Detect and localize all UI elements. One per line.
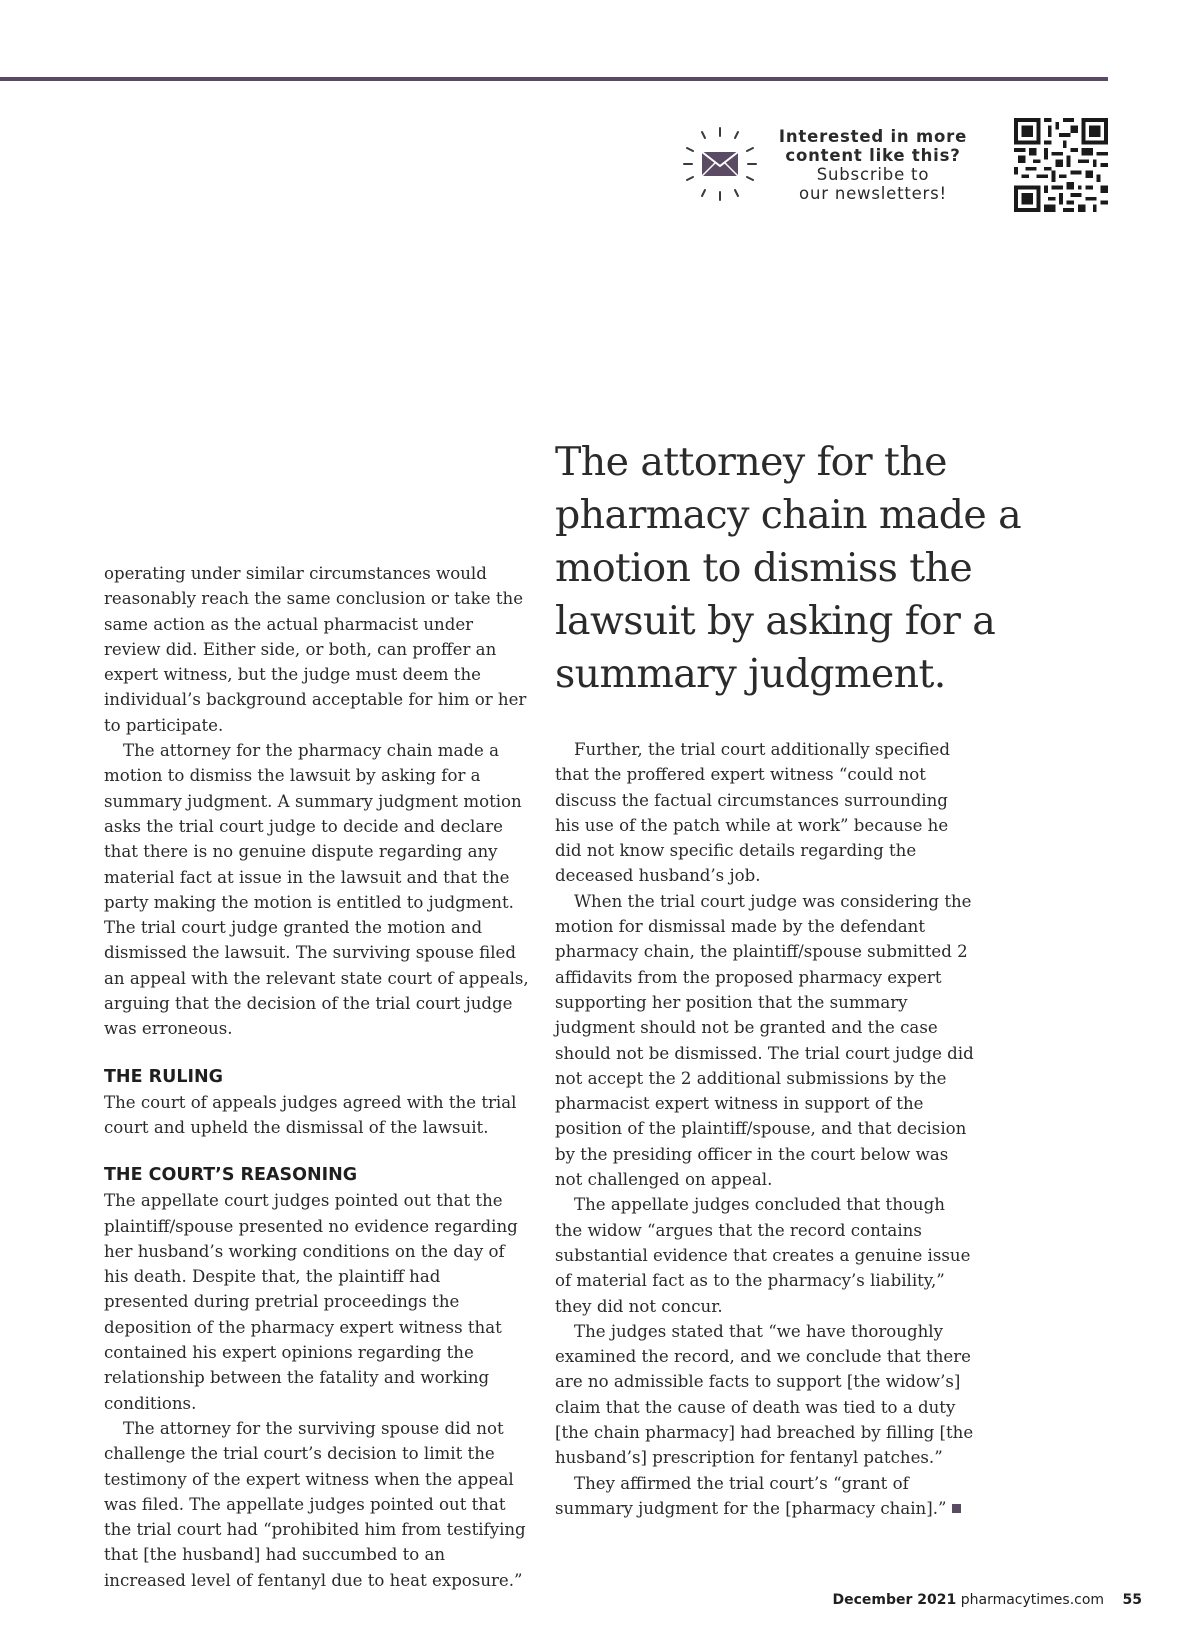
qr-code-icon[interactable] xyxy=(1014,118,1108,212)
section-heading-reasoning: THE COURT’S REASONING xyxy=(104,1165,358,1186)
paragraph: When the trial court judge was considering the motion for dismissal made by the defendant pharmacy chain, the plaintiff/spouse submitted 2 affidavits from the proposed pharmacy expert supporting her position that the summary judgment should not be granted and the case should not be dismissed. The trial court judge did not accept the 2 additional submissions by the pharmacist expert witness in support of the position of the plaintiff/spouse, and that decision by the presiding officer in the court below was not challenged on appeal. xyxy=(555,891,974,1190)
promo-line-4: our newsletters! xyxy=(799,184,947,203)
left-column xyxy=(104,561,530,1593)
paragraph-text: They affirmed the trial court’s “grant of summary judgment for the [pharmacy chain].” xyxy=(555,1473,947,1518)
paragraph: The attorney for the surviving spouse did not challenge the trial court’s decision to limit the testimony of the expert witness when the appeal was filed. The appellate judges pointed out that the trial court had “prohibited him from testifying that [the husband] had succumbed to an increased level of fentanyl due to heat exposure.” xyxy=(104,1418,526,1590)
paragraph: The judges stated that “we have thoroughly examined the record, and we conclude that there are no admissible facts to support [the widow’s] claim that the cause of death was tied to a duty [the chain pharmacy] had breached by filling [the husband’s] prescription for fentanyl patches.” xyxy=(555,1321,974,1468)
issue-date: December 2021 xyxy=(832,1592,957,1608)
promo-line-2: content like this? xyxy=(785,146,961,165)
paragraph: operating under similar circumstances would reasonably reach the same conclusion or take the same action as the actual pharmacist under review did. Either side, or both, can proffer an expert witness, but the judge must deem the individual’s background acceptable for him or her to participate. xyxy=(104,564,527,735)
newsletter-promo[interactable] xyxy=(678,118,1118,218)
last-paragraph xyxy=(555,1471,975,1522)
paragraph: Further, the trial court additionally specified that the proffered expert witness “could not discuss the factual circumstances surrounding his use of the patch while at work” because he did not know specific details regarding the deceased husband’s job. xyxy=(555,740,950,886)
end-mark-icon xyxy=(952,1504,961,1513)
paragraph: The appellate judges concluded that though the widow “argues that the record contains substantial evidence that creates a genuine issue of material fact as to the pharmacy’s liability,” they did not concur. xyxy=(555,1195,971,1316)
pull-quote: The attorney for the pharmacy chain made a motion to dismiss the lawsuit by asking for a summary judgment. xyxy=(555,439,1022,697)
envelope-icon xyxy=(678,122,762,206)
page-footer xyxy=(833,1592,1142,1608)
top-rule xyxy=(0,77,1108,81)
promo-text xyxy=(778,127,968,203)
paragraph: The court of appeals judges agreed with the trial court and upheld the dismissal of the lawsuit. xyxy=(104,1092,517,1137)
promo-line-1: Interested in more xyxy=(778,127,968,146)
page-number: 55 xyxy=(1122,1592,1142,1608)
paragraph: The attorney for the pharmacy chain made a motion to dismiss the lawsuit by asking for a summary judgment. A summary judgment motion asks the trial court judge to decide and declare that there is no genuine dispute regarding any material fact at issue in the lawsuit and that the party making the motion is entitled to judgment. The trial court judge granted the motion and dismissed the lawsuit. The surviving spouse filed an appeal with the relevant state court of appeals, arguing that the decision of the trial court judge was erroneous. xyxy=(104,741,529,1039)
right-column xyxy=(555,737,975,1521)
paragraph: The appellate court judges pointed out that the plaintiff/spouse presented no evidence regarding her husband’s working conditions on the day of his death. Despite that, the plaintiff had presented during pretrial proceedings the deposition of the pharmacy expert witness that contained his expert opinions regarding the relationship between the fatality and working conditions. xyxy=(104,1191,518,1413)
promo-line-3: Subscribe to xyxy=(816,165,930,184)
website-link[interactable]: pharmacytimes.com xyxy=(960,1592,1105,1608)
section-heading-ruling: THE RULING xyxy=(104,1066,223,1087)
